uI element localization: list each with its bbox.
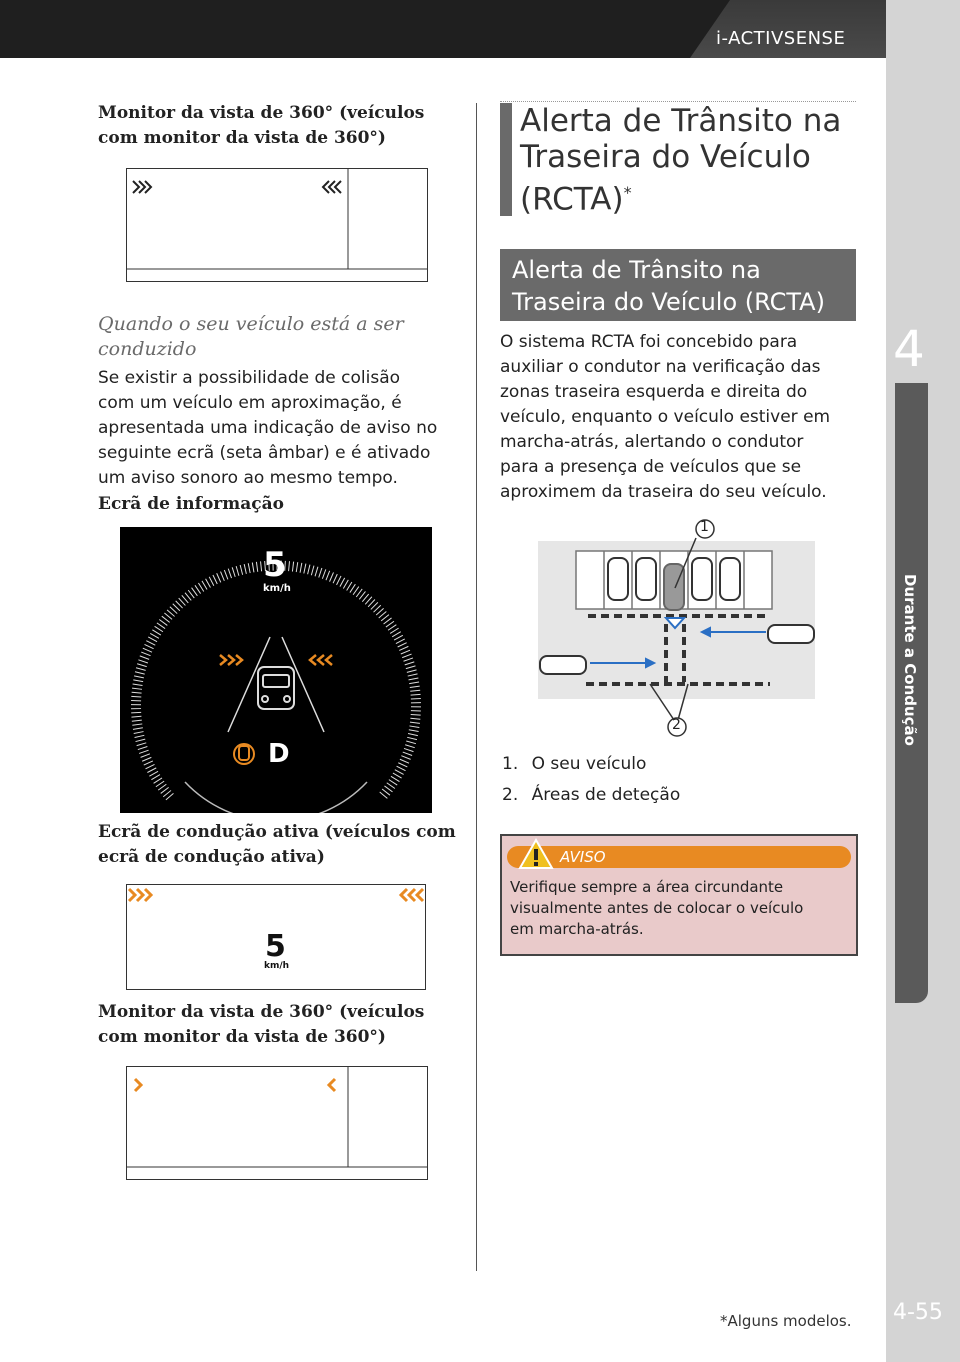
- warning-header-bar: [507, 846, 851, 868]
- chevron-left-icon: [323, 181, 341, 193]
- chevron-right-icon: [133, 181, 151, 193]
- speed-value: 5: [263, 545, 287, 585]
- title-dotted-rule: [500, 101, 856, 102]
- heading-line: Quando o seu veículo está a ser: [98, 313, 404, 335]
- text-line: veículo, enquanto o veículo estiver em: [500, 407, 831, 427]
- list-text: Áreas de deteção: [531, 785, 681, 805]
- heading-when-driven: [98, 312, 404, 362]
- text-line: para a presença de veículos que se: [500, 457, 802, 477]
- chevron-left-icon: [310, 655, 332, 665]
- text-line: um aviso sonoro ao mesmo tempo.: [98, 468, 398, 488]
- title-line: Traseira do Veículo: [520, 139, 811, 175]
- text-line: seguinte ecrã (seta âmbar) e é ativado: [98, 443, 431, 463]
- heading-line: Monitor da vista de 360° (veículos: [98, 103, 425, 123]
- footnote: *Alguns modelos.: [720, 1312, 852, 1330]
- heading-line: ecrã de condução ativa): [98, 847, 325, 867]
- heading-360-monitor-2: [98, 1000, 424, 1050]
- speed-unit: km/h: [264, 961, 290, 971]
- legend-item-1: [502, 752, 646, 777]
- heading-line: com monitor da vista de 360°): [98, 1027, 386, 1047]
- speed-value: 5: [265, 929, 286, 964]
- text-line: Verifique sempre a área circundante: [510, 878, 784, 896]
- active-driving-display: [126, 884, 426, 990]
- chapter-title: i-ACTIVSENSE: [716, 28, 846, 49]
- title-line: (RCTA)*: [520, 181, 632, 218]
- heading-line: Alerta de Trânsito na: [512, 256, 761, 284]
- instrument-cluster-display: [120, 527, 432, 813]
- heading-line: com monitor da vista de 360°): [98, 128, 386, 148]
- chevron-right-icon: [135, 1079, 141, 1091]
- title-line: Alerta de Trânsito na: [520, 103, 842, 139]
- section-heading: [512, 254, 825, 318]
- driver-attention-icon: [234, 744, 254, 764]
- heading-360-monitor: [98, 101, 424, 151]
- text-line: zonas traseira esquerda e direita do: [500, 382, 808, 402]
- list-text: O seu veículo: [531, 754, 647, 774]
- heading-line: Traseira do Veículo (RCTA): [512, 288, 825, 316]
- rcta-diagram: [538, 516, 818, 738]
- main-title: [500, 103, 876, 216]
- warning-triangle-icon: [518, 838, 554, 870]
- side-tab-label: Durante a Condução: [901, 574, 919, 746]
- chevron-left-icon: [401, 889, 423, 901]
- text-line: auxiliar o condutor na verificação das: [500, 357, 821, 377]
- monitor-360-screen-2: [126, 1066, 428, 1180]
- speed-unit: km/h: [263, 583, 291, 594]
- list-number: 2.: [502, 785, 519, 805]
- monitor-360-screen: [126, 168, 428, 282]
- text-line: Se existir a possibilidade de colisão: [98, 368, 401, 388]
- text-line: marcha-atrás, alertando o condutor: [500, 432, 804, 452]
- list-number: 1.: [502, 754, 519, 774]
- warning-text: [510, 877, 803, 940]
- callout-2-label: 2: [672, 717, 681, 733]
- text-line: aproximem da traseira do seu veículo.: [500, 482, 827, 502]
- text-line: visualmente antes de colocar o veículo: [510, 899, 804, 917]
- collision-paragraph: [98, 366, 437, 491]
- text-line: com um veículo em aproximação, é: [98, 393, 402, 413]
- chevron-right-icon: [129, 889, 151, 901]
- text-line: em marcha-atrás.: [510, 920, 644, 938]
- own-vehicle-icon: [664, 564, 684, 610]
- text-line: apresentada uma indicação de aviso no: [98, 418, 438, 438]
- car-icon: [258, 667, 294, 709]
- warning-label: AVISO: [560, 848, 606, 866]
- chevron-left-icon: [329, 1079, 335, 1091]
- column-divider: [476, 103, 477, 1271]
- info-screen-label: Ecrã de informação: [98, 494, 284, 514]
- title-footnote-mark: *: [623, 183, 632, 202]
- callout-1-label: 1: [700, 519, 709, 535]
- page-number: 4-55: [893, 1300, 943, 1325]
- gear-indicator: D: [268, 739, 290, 769]
- heading-line: conduzido: [98, 338, 197, 360]
- heading-active-driving: [98, 820, 456, 870]
- chapter-number: 4: [893, 320, 925, 378]
- legend-item-2: [502, 783, 680, 808]
- heading-line: Monitor da vista de 360° (veículos: [98, 1002, 425, 1022]
- heading-line: Ecrã de condução ativa (veículos com: [98, 822, 456, 842]
- rcta-paragraph: [500, 330, 830, 505]
- chevron-right-icon: [220, 655, 242, 665]
- text-line: O sistema RCTA foi concebido para: [500, 332, 798, 352]
